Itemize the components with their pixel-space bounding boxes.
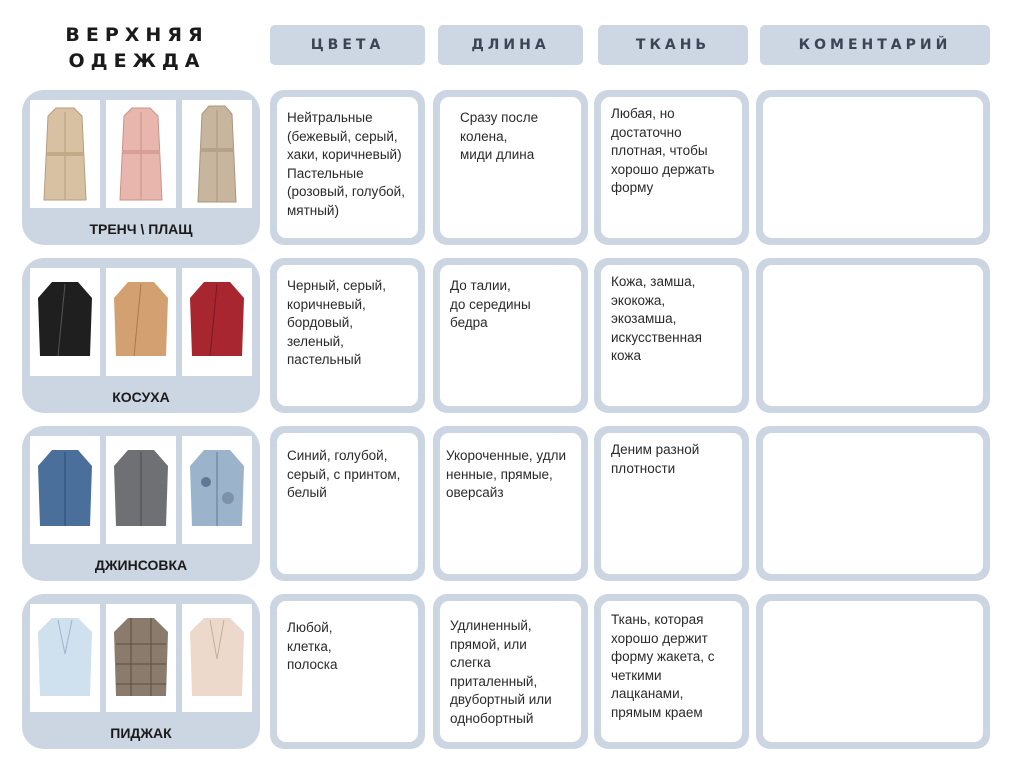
cell-colors [270,90,425,245]
row-name: ДЖИНСОВКА [94,557,188,573]
cell-text: Черный, серый, коричневый, бордовый, зеленый, пастельный [277,265,418,406]
cell-comment[interactable] [756,594,990,749]
row-label-trench [22,90,260,245]
denim-jacket-photo [30,436,100,544]
blazer-photo [182,604,252,712]
leather-jacket-photo [182,268,252,376]
row-label-blazer [22,594,260,749]
cell-text: Сразу после колена, миди длина [440,97,581,238]
cell-fabric [594,258,749,413]
cell-length [433,90,588,245]
cell-text: Укороченные, удли ненные, прямые, оверсайз [440,433,581,574]
cell-length [433,594,588,749]
cell-colors [270,594,425,749]
row-name: КОСУХА [112,389,170,405]
trench-coat-photo [30,100,100,208]
cell-text: Удлиненный, прямой, или слегка приталенный, двубортный или однобортный [440,601,581,742]
cell-colors [270,426,425,581]
row-label-denim-jacket [22,426,260,581]
header-colors: ЦВЕТА [270,25,425,65]
cell-text: Нейтральные (бежевый, серый, хаки, коричневый) Пастельные (розовый, голубой, мятный) [277,97,418,238]
cell-text: Любой, клетка, полоска [277,601,418,742]
photo-strip [30,100,252,208]
trench-coat-photo [106,100,176,208]
cell-fabric [594,426,749,581]
cell-text: Любая, но достаточно плотная, чтобы хорошо держать форму [601,97,742,238]
cell-comment[interactable] [756,90,990,245]
blazer-photo [106,604,176,712]
comment-field[interactable] [763,601,983,742]
row-label-leather-jacket [22,258,260,413]
photo-strip [30,268,252,376]
header-length: ДЛИНА [438,25,583,65]
leather-jacket-photo [30,268,100,376]
trench-coat-photo [182,100,252,208]
cell-fabric [594,594,749,749]
cell-text: Синий, голубой, серый, с принтом, белый [277,433,418,574]
row-name: ТРЕНЧ \ ПЛАЩ [89,221,193,237]
header-fabric: ТКАНЬ [598,25,748,65]
header-comment: КОМЕНТАРИЙ [760,25,990,65]
comment-field[interactable] [763,433,983,574]
cell-fabric [594,90,749,245]
cell-comment[interactable] [756,258,990,413]
cell-comment[interactable] [756,426,990,581]
leather-jacket-photo [106,268,176,376]
photo-strip [30,604,252,712]
cell-colors [270,258,425,413]
page-title: ВЕРХНЯЯ ОДЕЖДА [65,24,209,72]
comment-field[interactable] [763,265,983,406]
cell-text: Деним разной плотности [601,433,742,574]
cell-length [433,426,588,581]
row-name: ПИДЖАК [110,725,172,741]
cell-text: Кожа, замша, экокожа, экозамша, искусственная кожа [601,265,742,406]
denim-jacket-photo [182,436,252,544]
cell-text: Ткань, которая хорошо держит форму жакета, с четкими лацканами, прямым краем [601,601,742,742]
denim-jacket-photo [106,436,176,544]
cell-length [433,258,588,413]
comment-field[interactable] [763,97,983,238]
cell-text: До талии, до середины бедра [440,265,581,406]
blazer-photo [30,604,100,712]
photo-strip [30,436,252,544]
